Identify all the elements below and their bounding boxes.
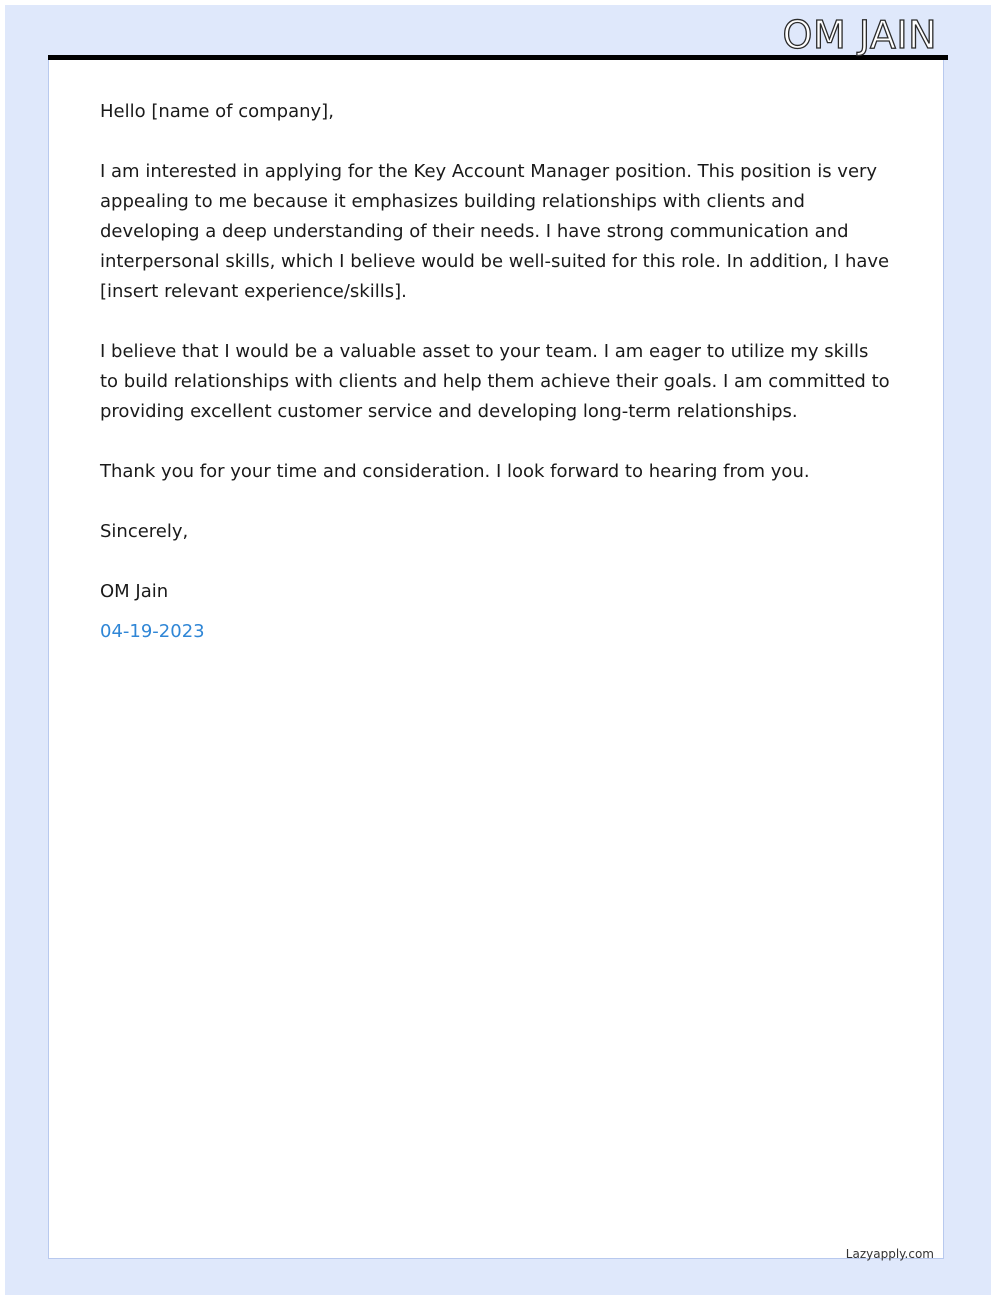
letter-paragraph: I am interested in applying for the Key Account Manager position. This position is very appealing to me because it emphasizes building relationships with clients and developing a deep understanding of their needs. I have strong communication and interpersonal skills, which I believe would be well-suited for this role. In addition, I have [insert relevant experience/skills]. <box>100 161 890 302</box>
letter-closing: Sincerely, <box>100 521 189 542</box>
letter-paragraph: I believe that I would be a valuable asset to your team. I am eager to utilize my skills to build relationships with clients and help them achieve their goals. I am committed to providing excellent customer service and developing long-term relationships. <box>100 341 890 422</box>
letter-paragraph: Thank you for your time and consideration. I look forward to hearing from you. <box>100 461 810 482</box>
letter-greeting: Hello [name of company], <box>100 101 334 122</box>
letter-signature: OM Jain <box>100 581 169 602</box>
letter-date: 04-19-2023 <box>100 621 205 642</box>
cover-letter-body <box>100 97 890 647</box>
applicant-name-header: OM JAIN <box>782 13 937 57</box>
footer-brand-link[interactable]: Lazyapply.com <box>845 1247 934 1261</box>
